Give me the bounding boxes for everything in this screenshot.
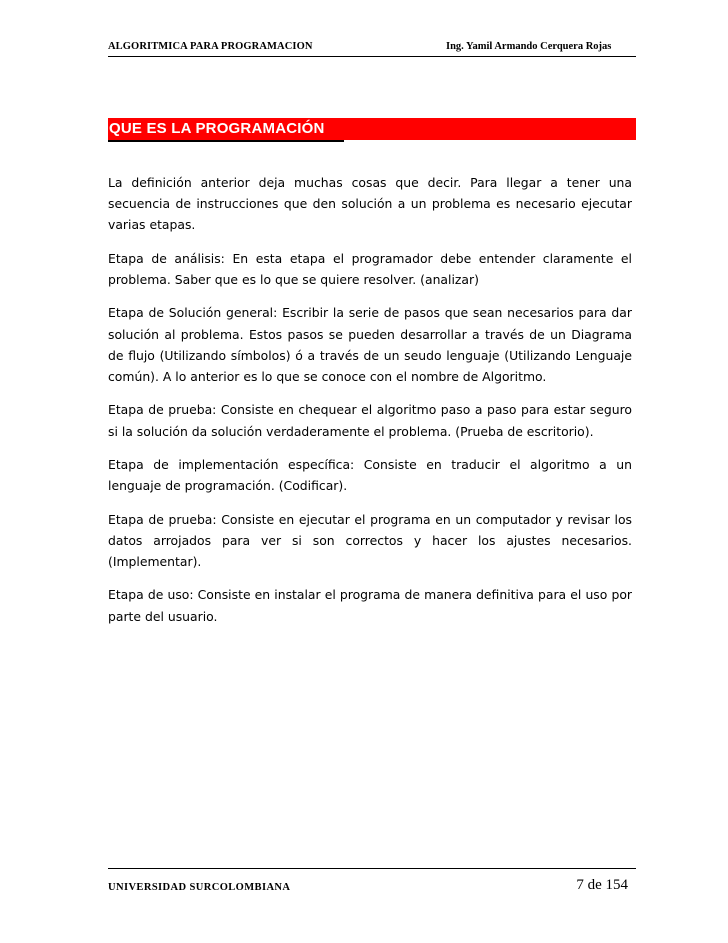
paragraph: Etapa de Solución general: Escribir la serie de pasos que sean necesarios para dar solución al problema. Estos pasos se pueden desarrollar a través de un Diagrama de flujo (Utilizando símbolos) ó a través de un seudo lenguaje (Utilizando Lenguaje común). A lo anterior es lo que se conoce con el nombre de Algoritmo. [108, 305, 632, 384]
section-heading-bar [108, 118, 636, 140]
section-title-underline [108, 140, 344, 142]
paragraph: Etapa de uso: Consiste en instalar el programa de manera definitiva para el uso por parte del usuario. [108, 587, 632, 624]
header-course-title: ALGORITMICA PARA PROGRAMACION [108, 41, 313, 52]
page-number: 7 de 154 [576, 877, 628, 893]
document-body [108, 172, 632, 639]
paragraph: Etapa de análisis: En esta etapa el programador debe entender claramente el problema. Saber que es lo que se quiere resolver. (analizar) [108, 250, 632, 287]
paragraph: Etapa de prueba: Consiste en ejecutar el programa en un computador y revisar los datos arrojados para ver si son correctos y hacer los ajustes necesarios. (Implementar). [108, 511, 632, 569]
page-footer [108, 868, 636, 895]
paragraph: La definición anterior deja muchas cosas que decir. Para llegar a tener una secuencia de instrucciones que den solución a un problema es necesario ejecutar varias etapas. [108, 175, 632, 233]
footer-university: UNIVERSIDAD SURCOLOMBIANA [108, 882, 291, 893]
header-author: Ing. Yamil Armando Cerquera Rojas [446, 41, 612, 52]
paragraph: Etapa de implementación específica: Consiste en traducir el algoritmo a un lenguaje de programación. (Codificar). [108, 456, 632, 494]
page-header [108, 40, 636, 57]
section-title: QUE ES LA PROGRAMACIÓN [109, 120, 325, 137]
paragraph: Etapa de prueba: Consiste en chequear el algoritmo paso a paso para estar seguro si la solución da solución verdaderamente el problema. (Prueba de escritorio). [108, 402, 632, 439]
